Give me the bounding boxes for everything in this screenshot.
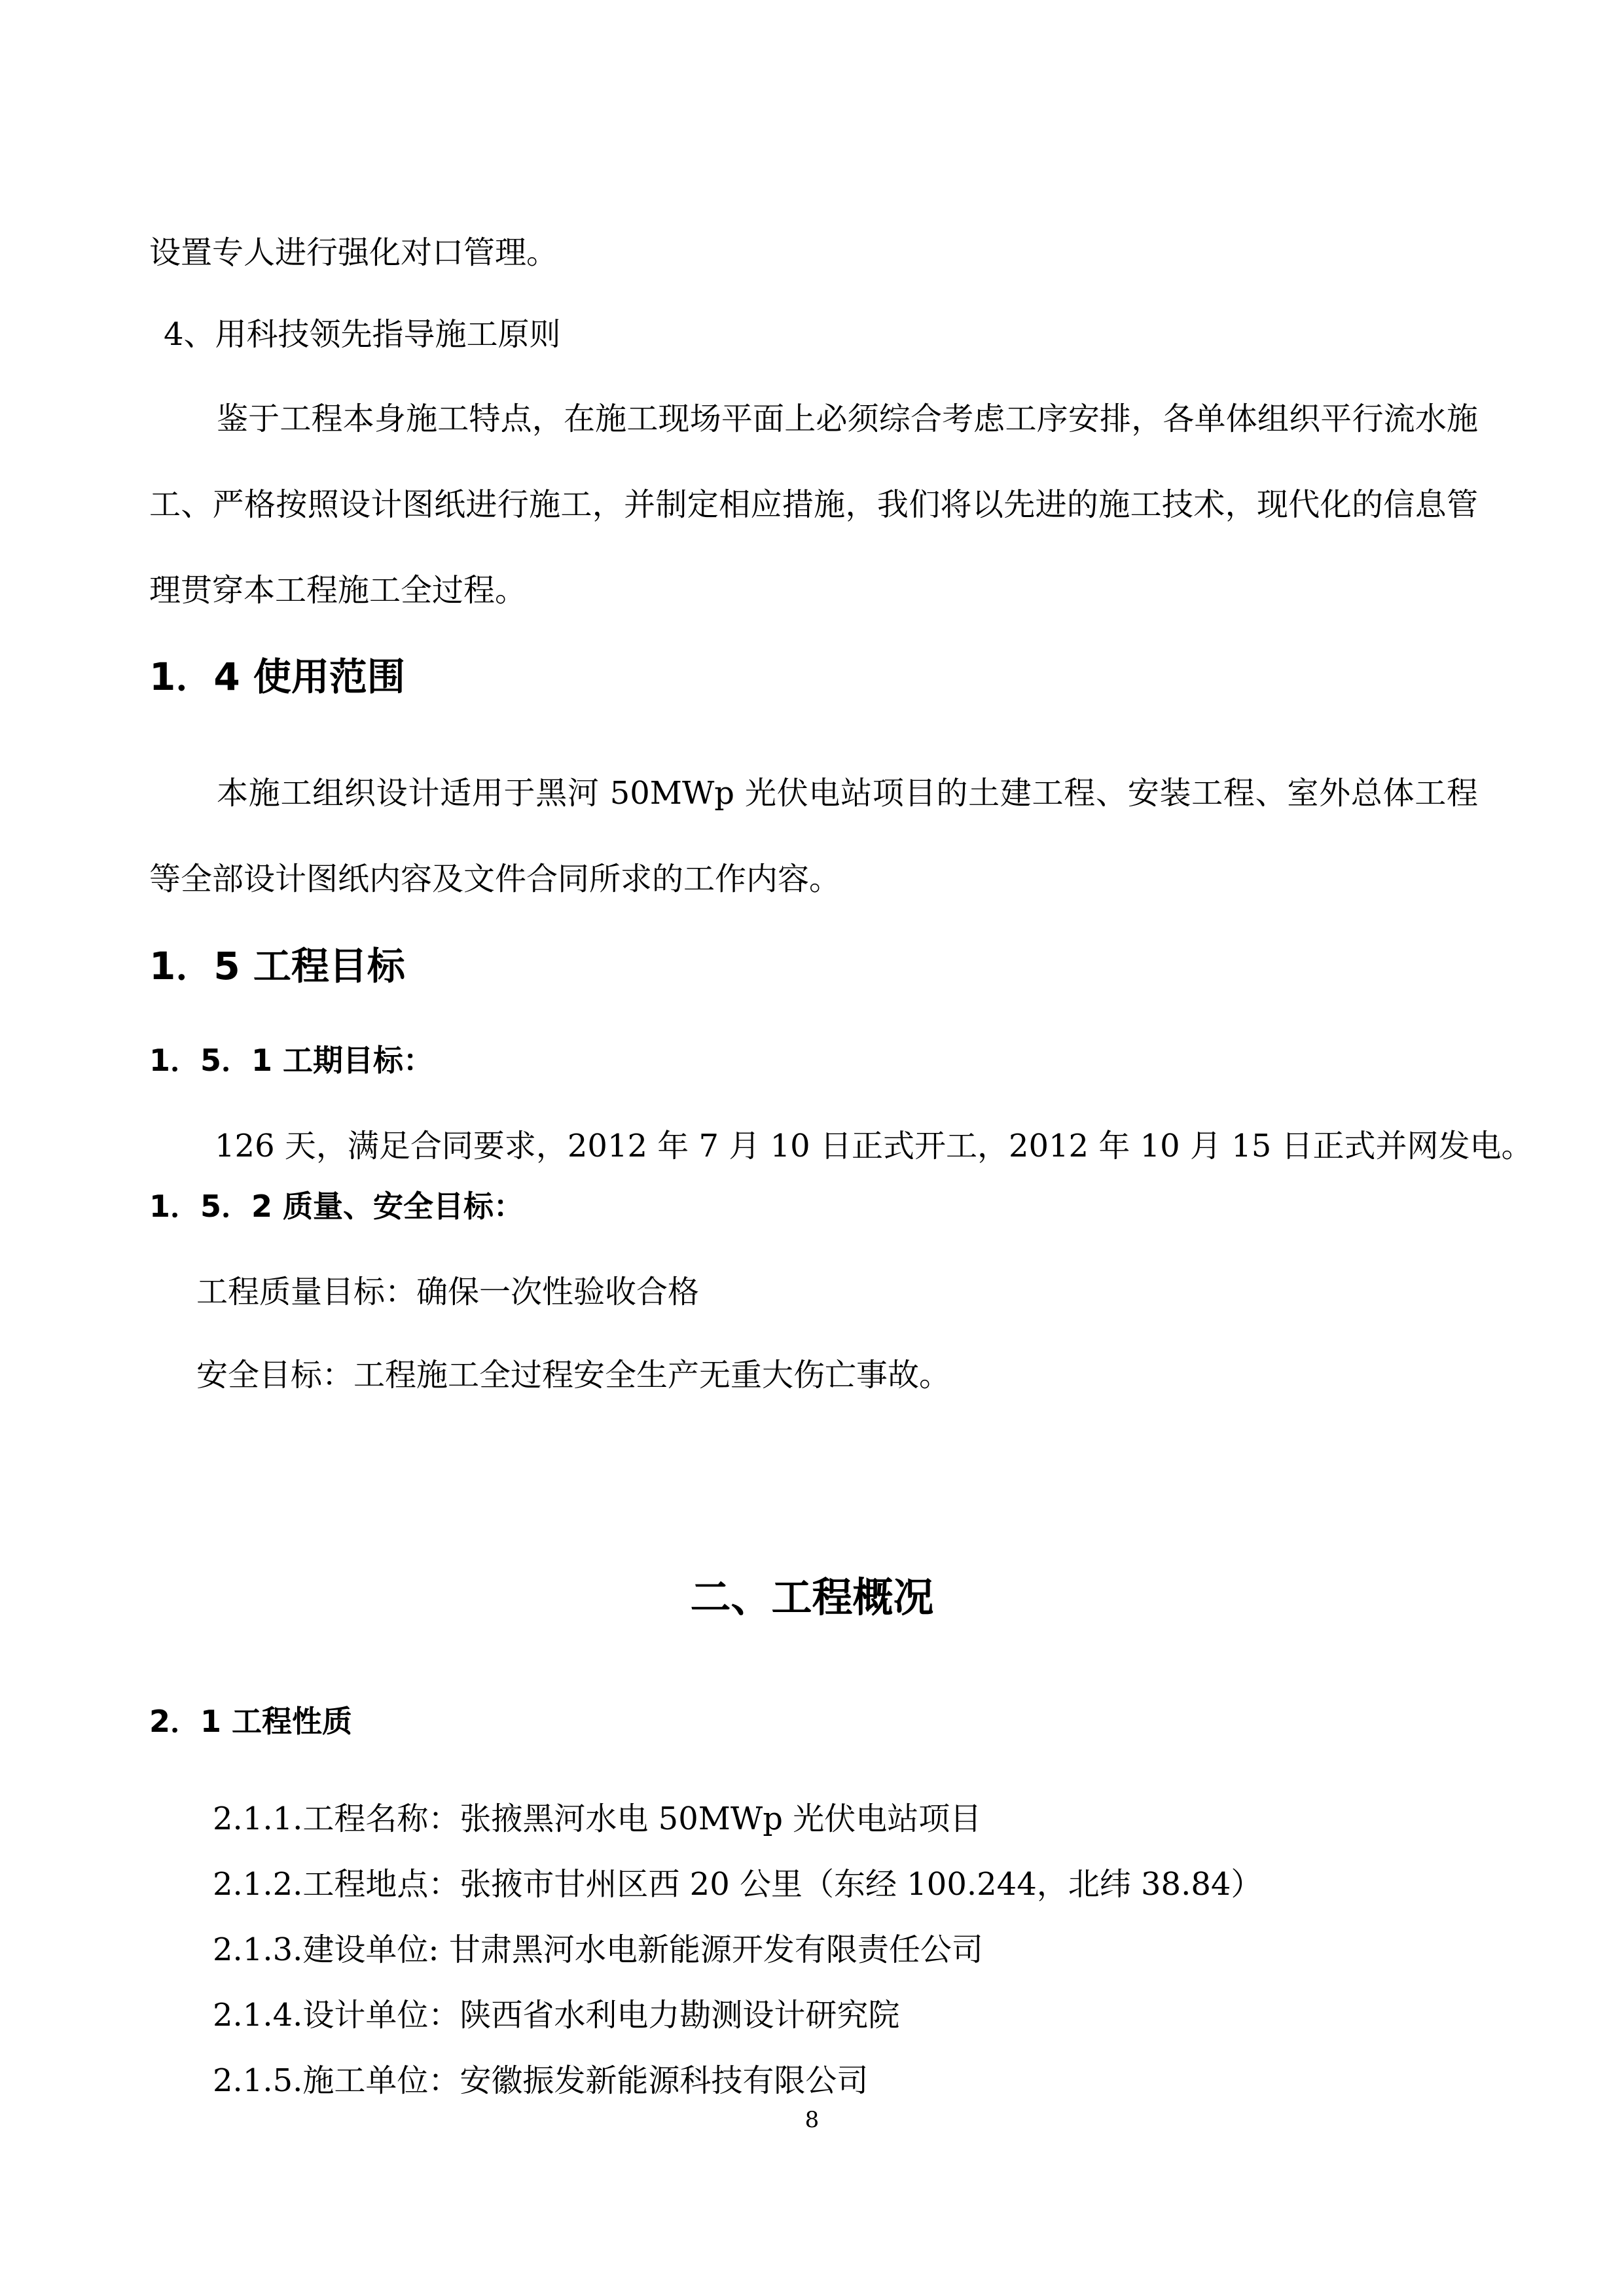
quality-goal-text: 工程质量目标：确保一次性验收合格 <box>196 1274 700 1310</box>
section-1-5-2-heading: 1．5．2 质量、安全目标： <box>149 1189 524 1224</box>
section-1-4-body: 本施工组织设计适用于黑河 50MWp 光伏电站项目的土建工程、安装工程、室外总体工程等全部设计图纸内容及文件合同所求的工作内容。 <box>149 775 1478 897</box>
section-1-5-heading: 1．5 工程目标 <box>149 944 405 988</box>
item4-title: 4、用科技领先指导施工原则 <box>164 316 561 353</box>
section-1-5-1-heading: 1．5．1 工期目标： <box>149 1043 434 1078</box>
info-item-project-location: 2.1.2.工程地点：张掖市甘州区西 20 公里（东经 100.244，北纬 38.84） <box>213 1866 1263 1903</box>
info-item-owner: 2.1.3.建设单位: 甘肃黑河水电新能源开发有限责任公司 <box>213 1931 983 1968</box>
intro-tail-text: 设置专人进行强化对口管理。 <box>149 234 558 271</box>
info-item-designer: 2.1.4.设计单位：陕西省水利电力勘测设计研究院 <box>213 1997 900 2034</box>
chapter-2-title: 二、工程概况 <box>690 1573 934 1621</box>
item4-body-paragraph: 鉴于工程本身施工特点，在施工现场平面上必须综合考虑工序安排，各单体组织平行流水施工、严格按照设计图纸进行施工，并制定相应措施，我们将以先进的施工技术，现代化的信息管理贯穿本工程施工全过程。 <box>149 401 1478 609</box>
section-1-4-heading: 1．4 使用范围 <box>149 655 405 699</box>
section-2-1-heading: 2．1 工程性质 <box>149 1704 353 1739</box>
page-number: 8 <box>804 2107 820 2133</box>
safety-goal-text: 安全目标：工程施工全过程安全生产无重大伤亡事故。 <box>196 1357 951 1393</box>
info-item-project-name: 2.1.1.工程名称：张掖黑河水电 50MWp 光伏电站项目 <box>213 1801 982 1837</box>
info-item-contractor: 2.1.5.施工单位：安徽振发新能源科技有限公司 <box>213 2062 869 2099</box>
schedule-goal-text: 126 天，满足合同要求，2012 年 7 月 10 日正式开工，2012 年 10 月 15 日正式并网发电。 <box>215 1128 1533 1164</box>
